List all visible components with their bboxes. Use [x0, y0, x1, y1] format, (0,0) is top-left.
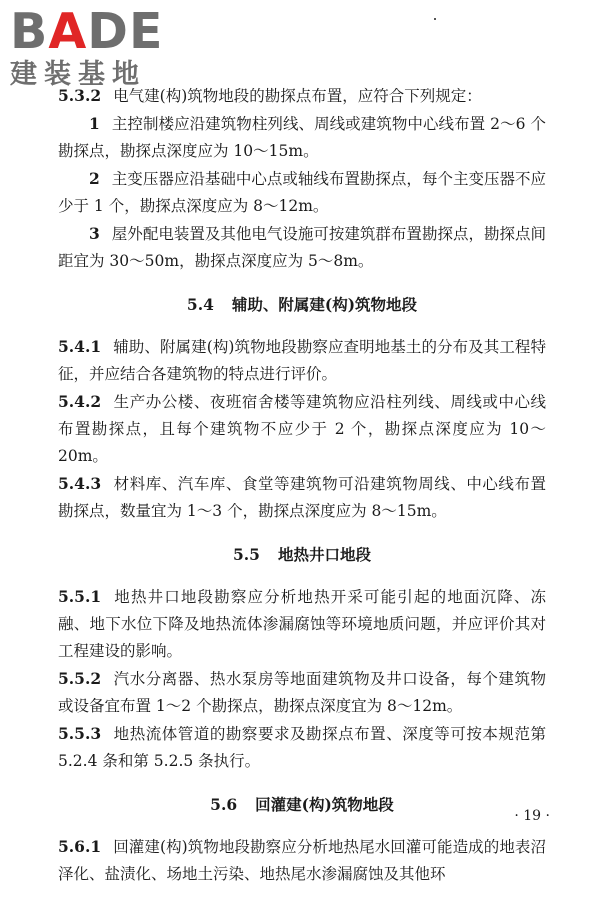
list-item-2: 2 主变压器应沿基础中心点或轴线布置勘探点，每个主变压器不应少于 1 个，勘探点深度应为 8～12m。	[58, 169, 546, 215]
page-number: · 19 ·	[514, 808, 550, 824]
list-item-1: 1 主控制楼应沿建筑物柱列线、周线或建筑物中心线布置 2～6 个勘探点，勘探点深度应为 10～15m。	[58, 114, 546, 160]
list-item-3: 3 屋外配电装置及其他电气设施可按建筑群布置勘探点，勘探点间距宜为 30～50m，勘探点深度应为 5～8m。	[58, 224, 546, 270]
section-heading-5-6: 5.6 回灌建(构)筑物地段	[210, 795, 394, 814]
clause-5-4-2: 5.4.2 生产办公楼、夜班宿舍楼等建筑物应沿柱列线、周线或中心线布置勘探点，且每个建筑物不应少于 2 个，勘探点深度应为 10～20m。	[58, 392, 546, 465]
section-heading-5-4: 5.4 辅助、附属建(构)筑物地段	[186, 295, 418, 314]
section-heading-5-5: 5.5 地热井口地段	[233, 545, 371, 564]
clause-5-3-2: 5.3.2 电气建(构)筑物地段的勘探点布置，应符合下列规定：	[58, 86, 482, 105]
clause-5-5-3: 5.5.3 地热流体管道的勘察要求及勘探点布置、深度等可按本规范第 5.2.4 条和第 5.2.5 条执行。	[58, 724, 546, 770]
clause-5-5-2: 5.5.2 汽水分离器、热水泵房等地面建筑物及井口设备，每个建筑物或设备宜布置 1～2 个勘探点，勘探点深度宜为 8～12m。	[58, 669, 546, 715]
bade-logo	[10, 3, 180, 90]
clause-5-5-1: 5.5.1 地热井口地段勘察应分析地热开采可能引起的地面沉降、冻融、地下水位下降及地热流体渗漏腐蚀等环境地质问题，并应评价其对工程建设的影响。	[58, 587, 546, 660]
logo-accent-letter: A	[48, 3, 88, 60]
clause-5-6-1: 5.6.1 回灌建(构)筑物地段勘察应分析地热尾水回灌可能造成的地表沼泽化、盐渍化、场地土污染、地热尾水渗漏腐蚀及其他环	[58, 837, 546, 883]
logo-wordmark: BADE	[10, 3, 164, 60]
clause-5-4-3: 5.4.3 材料库、汽车库、食堂等建筑物可沿建筑物周线、中心线布置勘探点，数量宜为 1～3 个，勘探点深度应为 8～15m。	[58, 474, 546, 520]
scan-speck	[434, 18, 436, 20]
document-body	[58, 82, 546, 888]
logo-subtitle: 建装基地	[10, 59, 146, 90]
clause-5-4-1: 5.4.1 辅助、附属建(构)筑物地段勘察应查明地基土的分布及其工程特征，并应结合各建筑物的特点进行评价。	[58, 337, 546, 383]
